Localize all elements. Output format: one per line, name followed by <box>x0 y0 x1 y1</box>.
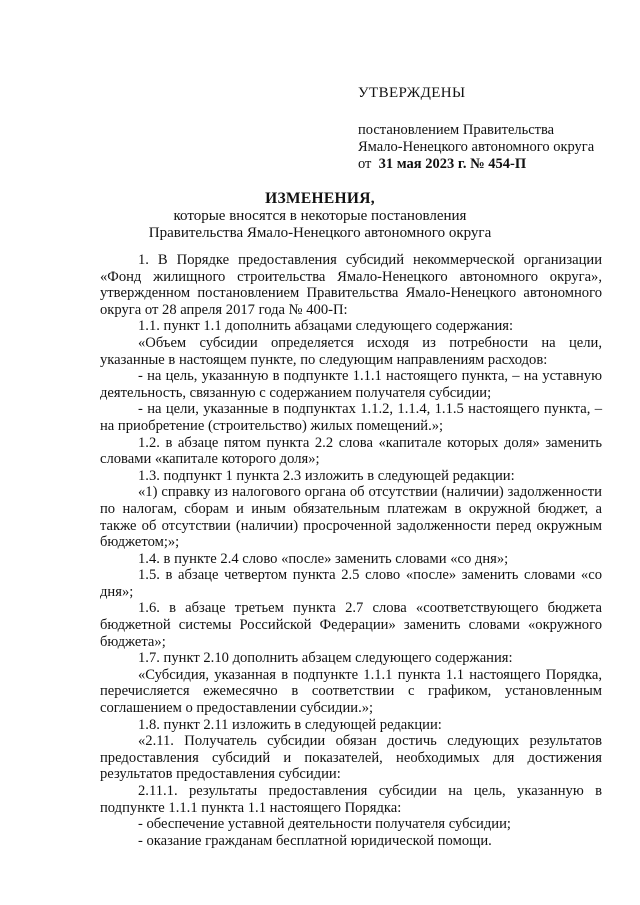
paragraph: 1.6. в абзаце третьем пункта 2.7 слова «соответствующего бюджета бюджетной системы Российской Федерации» заменить словами «окружного бюджета»; <box>100 600 602 650</box>
paragraph: 1. В Порядке предоставления субсидий некоммерческой организации «Фонд жилищного строительства Ямало-Ненецкого автономного округа», утвержденном постановлением Правительства Ямало-Ненецкого автономного округа от 28 апреля 2017 года № 400-П: <box>100 252 602 318</box>
paragraph: - обеспечение уставной деятельности получателя субсидии; <box>138 816 511 833</box>
paragraph: 1.4. в пункте 2.4 слово «после» заменить словами «со дня»; <box>138 550 509 567</box>
paragraph: 1.5. в абзаце четвертом пункта 2.5 слово «после» заменить словами «со дня»; <box>100 567 602 600</box>
document-title-block <box>60 189 580 242</box>
approval-line-1: постановлением Правительства <box>358 122 555 138</box>
paragraph: «1) справку из налогового органа об отсутствии (наличии) задолженности по налогам, сборам и иным обязательным платежам в окружной бюджет, а также об отсутствии (наличии) просроченной задолженности перед окружным бюджетом;»; <box>100 484 602 551</box>
paragraph: - на цели, указанные в подпунктах 1.1.2, 1.1.4, 1.1.5 настоящего пункта, – на приобретение (строительство) жилых помещений.»; <box>100 401 602 434</box>
approved-heading: УТВЕРЖДЕНЫ <box>358 85 466 101</box>
paragraph: 1.7. пункт 2.10 дополнить абзацем следующего содержания: <box>138 650 513 667</box>
approval-line-2: Ямало-Ненецкого автономного округа <box>358 139 595 155</box>
paragraph: 2.11.1. результаты предоставления субсидии на цель, указанную в подпункте 1.1.1 пункта 1.1 настоящего Порядка: <box>100 783 602 816</box>
document-subtitle-line-2: Правительства Ямало-Ненецкого автономного округа <box>148 225 492 241</box>
approval-date-prefix: от <box>358 156 372 172</box>
approval-date-value: 31 мая 2023 г. № 454-П <box>378 156 527 172</box>
approval-stamp-block <box>358 84 628 173</box>
paragraph: 1.8. пункт 2.11 изложить в следующей редакции: <box>138 716 442 733</box>
paragraph: «2.11. Получатель субсидии обязан достичь следующих результатов предоставления субсидий и показателей, необходимых для достижения результатов предоставления субсидии: <box>100 733 602 783</box>
paragraph: «Субсидия, указанная в подпункте 1.1.1 пункта 1.1 настоящего Порядка, перечисляется ежемесячно в соответствии с графиком, установленным соглашением о предоставлении субсидии.»; <box>100 666 602 717</box>
paragraph: «Объем субсидии определяется исходя из потребности на цели, указанные в настоящем пункте, по следующим направлениям расходов: <box>100 334 602 368</box>
paragraph: 1.3. подпункт 1 пункта 2.3 изложить в следующей редакции: <box>138 467 515 484</box>
paragraph: - на цель, указанную в подпункте 1.1.1 настоящего пункта, – на уставную деятельность, связанную с содержанием получателя субсидии; <box>100 368 602 401</box>
document-body <box>100 252 602 849</box>
paragraph: 1.2. в абзаце пятом пункта 2.2 слова «капитале которых доля» заменить словами «капитале которого доля»; <box>100 434 602 468</box>
paragraph: - оказание гражданам бесплатной юридической помощи. <box>138 832 492 849</box>
approval-date-line <box>358 156 628 173</box>
document-title: ИЗМЕНЕНИЯ, <box>265 190 375 207</box>
document-subtitle-line-1: которые вносятся в некоторые постановления <box>173 208 467 224</box>
paragraph: 1.1. пункт 1.1 дополнить абзацами следующего содержания: <box>138 318 514 335</box>
